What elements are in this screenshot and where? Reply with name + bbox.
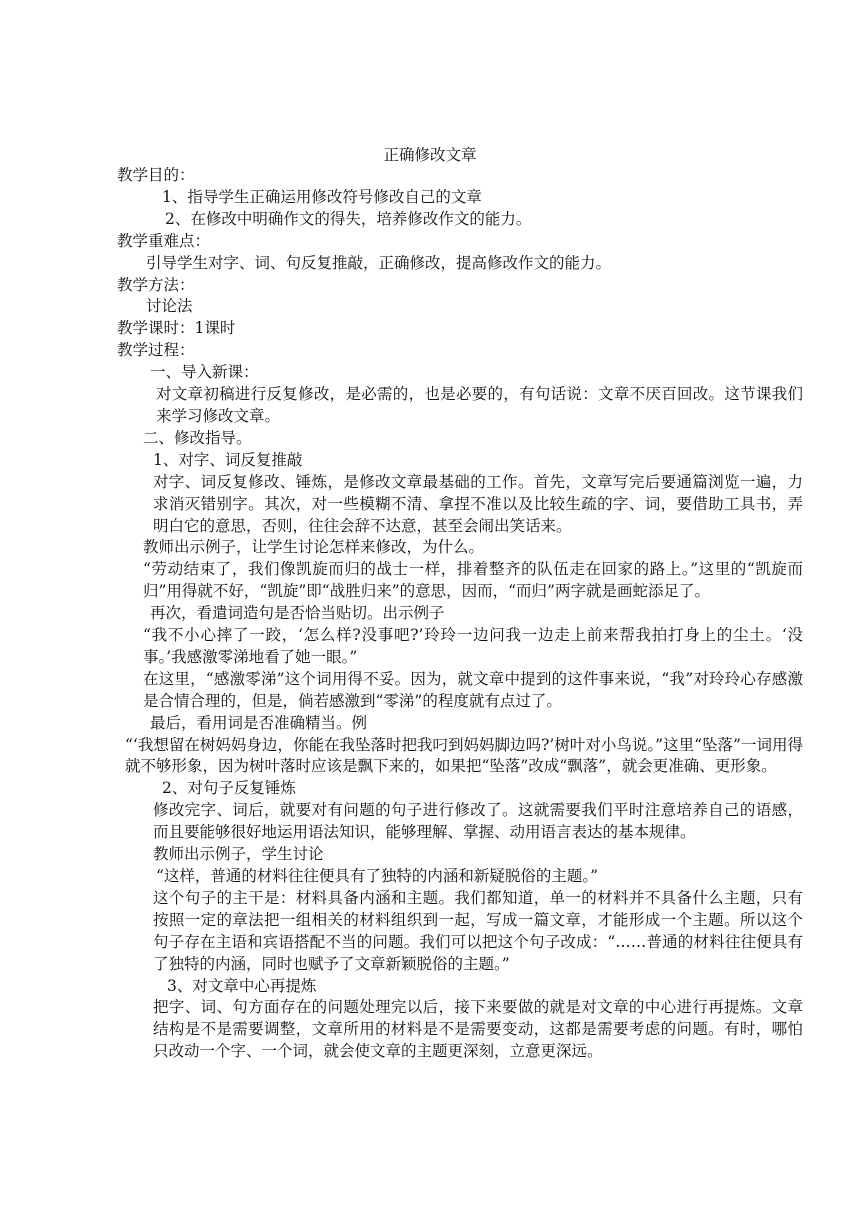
subsection-heading: 1、对字、词反复推敲 — [153, 450, 303, 469]
paragraph: 对文章初稿进行反复修改，是必需的，也是必要的，有句话说：文章不厌百回改。这节课我们来学习修改文章。 — [156, 385, 803, 425]
paragraph: “我不小心摔了一跤，‘怎么样?没事吧?’玲玲一边问我一边走上前来帮我拍打身上的尘土。‘没事。’我感激零涕地看了她一眼。” — [143, 626, 803, 666]
section-heading: 教学重难点： — [117, 231, 211, 250]
paragraph: “这样，普通的材料往往便具有了独特的内涵和新疑脱俗的主题。” — [156, 867, 599, 885]
section-heading: 教学目的： — [117, 166, 195, 184]
subsection-heading: 二、修改指导。 — [143, 428, 252, 447]
paragraph: 修改完字、词后，就要对有问题的句子进行修改了。这就需要我们平时注意培养自己的语感，而且要能够很好地运用语法知识，能够理解、掌握、动用语言表达的基本规律。 — [153, 801, 803, 842]
section-heading: 教学课时：1课时 — [117, 319, 236, 338]
paragraph: 对字、词反复修改、锤炼，是修改文章最基础的工作。首先，文章写完后要通篇浏览一遍，力求消灭错别字。其次，对一些模糊不清、拿捏不准以及比较生疏的字、词，要借助工具书，弄明白它的意思，否则，往往会辞不达意，甚至会闹出笑话来。 — [153, 472, 803, 535]
list-item: 2、在修改中明确作文的得失，培养修改作文的能力。 — [165, 209, 532, 228]
paragraph: 再次，看遣词造句是否恰当贴切。出示例子 — [150, 604, 445, 623]
section-heading: 教学方法： — [117, 275, 195, 294]
paragraph: 在这里，“感激零涕”这个词用得不妥。因为，就文章中提到的这件事来说，“我”对玲玲心存感激是合情合理的，但是，倘若感激到“零涕”的程度就有点过了。 — [143, 669, 803, 710]
paragraph: 最后，看用词是否准确精当。例 — [150, 713, 368, 732]
paragraph: 讨论法 — [146, 297, 193, 316]
paragraph: 引导学生对字、词、句反复推敲，正确修改，提高修改作文的能力。 — [146, 253, 612, 272]
section-heading: 教学过程： — [117, 341, 195, 360]
document-title: 正确修改文章 — [383, 146, 477, 164]
document-body — [117, 165, 803, 1063]
paragraph: 把字、词、句方面存在的问题处理完以后，接下来要做的就是对文章的中心进行再提炼。文章结构是不是需要调整，文章所用的材料是不是需要变动，这都是需要考虑的问题。有时，哪怕只改动一个字、一个词，就会使文章的主题更深刻，立意更深远。 — [153, 998, 803, 1061]
paragraph: “劳动结束了，我们像凯旋而归的战士一样，排着整齐的队伍走在回家的路上。”这里的“凯旋而归”用得就不好，“凯旋”即“战胜归来”的意思，因而，“而归”两字就是画蛇添足了。 — [143, 560, 803, 601]
subsection-heading: 2、对句子反复锤炼 — [162, 779, 296, 798]
paragraph: 教师出示例子，学生讨论 — [153, 845, 324, 864]
subsection-heading: 一、导入新课： — [150, 363, 259, 382]
paragraph: 这个句子的主干是：材料具备内涵和主题。我们都知道，单一的材料并不具备什么主题，只有按照一定的章法把一组相关的材料组织到一起，写成一篇文章，才能形成一个主题。所以这个句子存在主语和宾语搭配不当的问题。我们可以把这个句子改成：“……普通的材料往往便具有了独特的内涵，同时也赋予了文章新颖脱俗的主题。” — [153, 888, 803, 973]
paragraph: “‘我想留在树妈妈身边，你能在我坠落时把我叼到妈妈脚边吗?’树叶对小鸟说。”这里“坠落”一词用得就不够形象，因为树叶落时应该是飘下来的，如果把“坠落”改成“飘落”，就会更准确、更形象。 — [125, 735, 803, 776]
paragraph: 教师出示例子，让学生讨论怎样来修改，为什么。 — [143, 538, 485, 557]
subsection-heading: 3、对文章中心再提炼 — [167, 976, 317, 995]
list-item: 1、指导学生正确运用修改符号修改自己的文章 — [162, 187, 482, 206]
